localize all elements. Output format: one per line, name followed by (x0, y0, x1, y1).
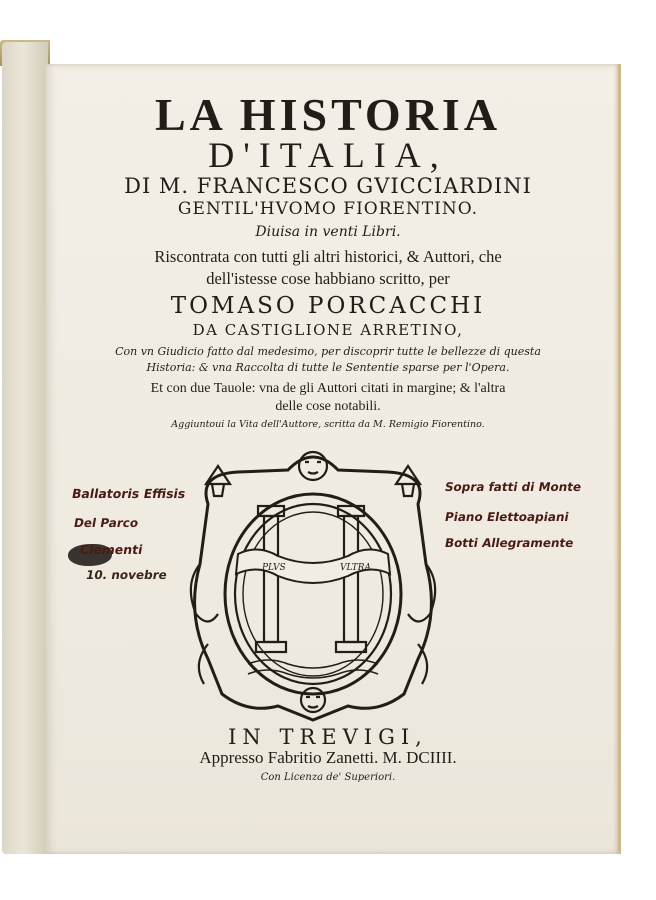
handwritten-note-left-4: 10. novebre (84, 568, 169, 582)
imprint-license: Con Licenza de' Superiori. (260, 772, 396, 783)
handwritten-note-right-3: Botti Allegramente (443, 536, 575, 550)
handwritten-note-right-1: Sopra fatti di Monte (443, 480, 583, 494)
banner-text-right: VLTRA (340, 563, 372, 573)
judgment-line-1: Con vn Giudicio fatto dal medesimo, per discoprir tutte le bellezze di questa (115, 345, 541, 358)
imprint-place: IN TREVIGI, (228, 725, 428, 749)
tables-line-2: delle cose notabili. (275, 399, 381, 414)
author-name: DI M. FRANCESCO GVICCIARDINI (124, 174, 532, 198)
handwritten-note-right-2: Piano Elettoapiani (443, 510, 570, 524)
division-note: Diuisa in venti Libri. (255, 224, 401, 240)
author-origin: GENTIL'HVOMO FIORENTINO. (177, 199, 479, 219)
handwritten-note-left-1: Ballatoris Effisis (70, 486, 187, 501)
title-line-2: D'ITALIA, (208, 135, 448, 175)
handwritten-note-left-3: Clementi (78, 542, 144, 557)
handwritten-note-left-2: Del Parco (72, 516, 140, 530)
description-line-1: Riscontrata con tutti gli altri historici, & Auttori, che (154, 247, 502, 266)
judgment-line-2: Historia: & vna Raccolta di tutte le Sententie sparse per l'Opera. (146, 361, 510, 374)
tables-line-1: Et con due Tauole: vna de gli Auttori citati in margine; & l'altra (150, 381, 506, 396)
life-note: Aggiuntoui la Vita dell'Auttore, scritta da M. Remigio Fiorentino. (171, 419, 485, 430)
printers-device-emblem (178, 444, 448, 722)
imprint-printer: Appresso Fabritio Zanetti. M. DCIIII. (199, 748, 457, 767)
title-line-1: LA HISTORIA (154, 89, 502, 140)
editor-name: TOMASO PORCACCHI (170, 293, 486, 319)
description-line-2: dell'istesse cose habbiano scritto, per (206, 269, 450, 288)
banner-text-left: PLVS (262, 563, 286, 573)
editor-origin: DA CASTIGLIONE ARRETINO, (192, 321, 464, 339)
